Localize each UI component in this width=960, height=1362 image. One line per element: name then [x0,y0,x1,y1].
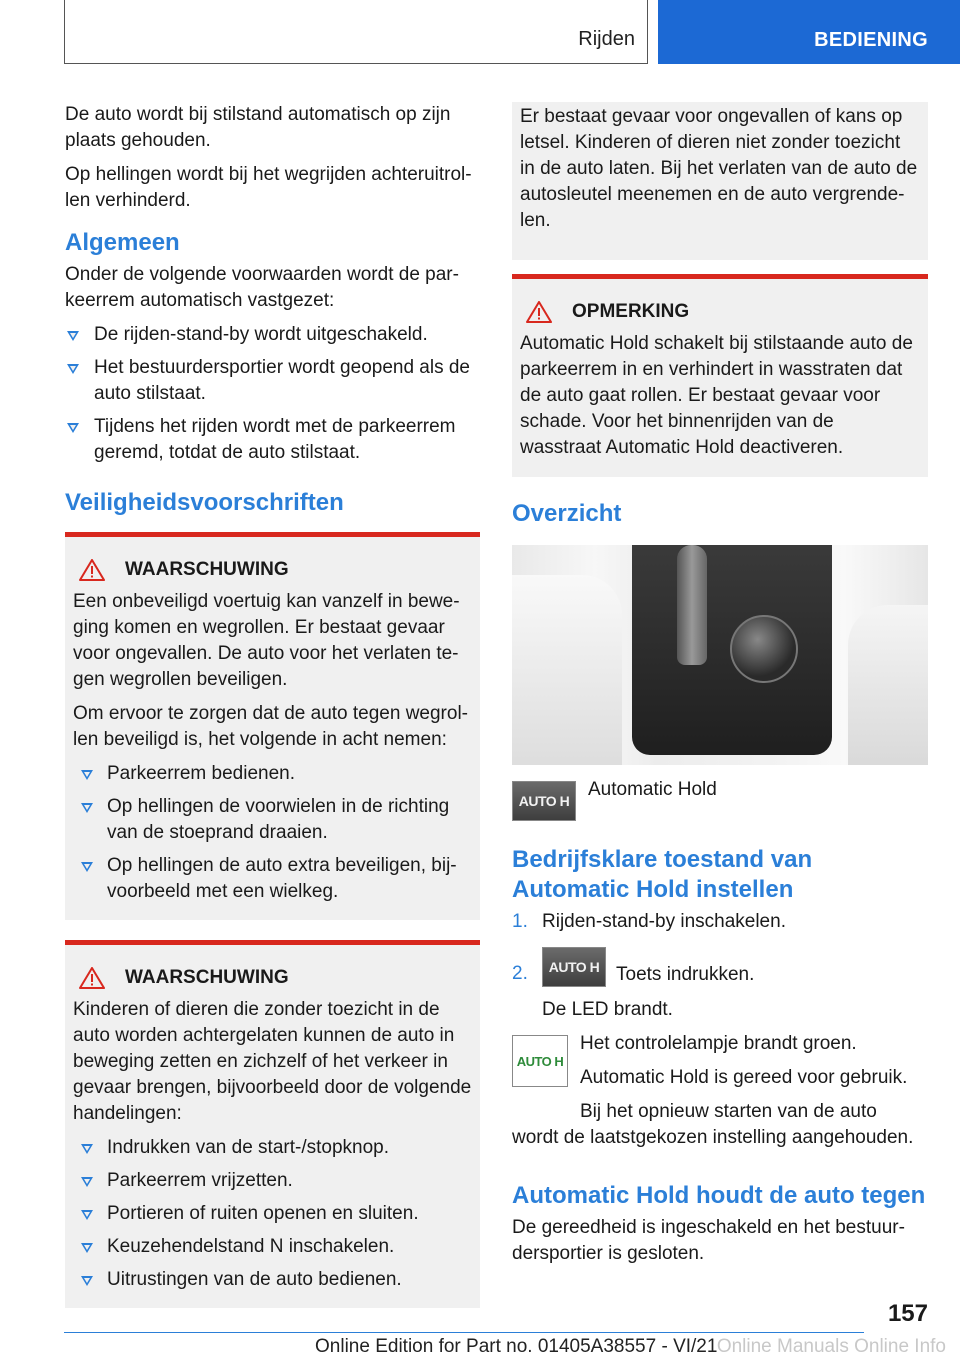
heading-bedrijfsklare: Bedrijfsklare toestand van Automatic Hold instellen [512,846,813,903]
step-number: 2. [512,963,528,984]
list-item: Parkeerrem vrijzetten. [73,1168,472,1194]
houdt-text: De gereedheid is ingeschakeld en het bestuur-dersportier is gesloten. [512,1217,905,1264]
page-number: 157 [887,1300,928,1327]
auto-h-indicator-lamp-icon: AUTO H [512,1035,568,1087]
warning-triangle-icon [79,967,105,989]
lamp-line-3: Bij het opnieuw starten van de auto wordt de laatstgekozen instelling aangehouden. [512,1101,914,1148]
left-column [65,102,480,1322]
lamp-line-1: Het controlelampje brandt groen. [580,1033,857,1054]
triangle-bullet-icon [67,423,79,433]
chapter-tab [658,0,960,64]
step-number: 1. [512,911,528,932]
intro-paragraph-2: Op hellingen wordt bij het wegrijden achteruitrol-len verhinderd. [65,164,472,211]
header-left-frame [64,0,648,64]
step-item: 1. Rijden-stand-by inschakelen. [512,909,928,935]
heading-algemeen: Algemeen [65,229,180,256]
legend-caption: Automatic Hold [588,779,717,800]
triangle-bullet-icon [81,803,93,813]
warning-title: WAARSCHUWING [73,967,472,989]
note-text: Automatic Hold schakelt bij stilstaande auto de parkeerrem in en verhindert in wasstraten dat de auto gaat rollen. Er bestaat gevaar voor schade. Voor het binnenrijden van de wasstraat Automatic Hold deactiveren. [520,333,913,458]
heading-overzicht: Overzicht [512,500,622,527]
control-lamp-block [512,1031,928,1159]
warning-text: Kinderen of dieren die zonder toezicht in de auto worden achtergelaten kunnen de auto in beweging zetten en zichzelf of het verkeer in gevaar brengen, bijvoorbeeld door de volgende handelingen: [73,999,472,1124]
list-item: Indrukken van de start-/stopknop. [73,1135,472,1161]
automatic-hold-legend [512,781,928,821]
list-item: Parkeerrem bedienen. [73,761,472,787]
warning-box-2 [65,940,480,1308]
center-console-photo [512,545,928,765]
triangle-bullet-icon [81,1144,93,1154]
list-item: Portieren of ruiten openen en sluiten. [73,1201,472,1227]
gear-selector-lever [677,545,707,665]
right-column [512,102,928,1275]
list-item: Op hellingen de voorwielen in de richting van de stoeprand draaien. [73,794,472,846]
intro-paragraph-1: De auto wordt bij stilstand automatisch op zijn plaats gehouden. [65,104,451,151]
triangle-bullet-icon [81,1276,93,1286]
footer-divider [64,1332,864,1333]
triangle-bullet-icon [67,364,79,374]
triangle-bullet-icon [81,770,93,780]
seat-right [848,605,928,765]
list-item: Het bestuurdersportier wordt geopend als de auto stilstaat. [65,355,480,407]
triangle-bullet-icon [67,331,79,341]
warning-title: WAARSCHUWING [73,559,472,581]
warning-continued-box [512,102,928,260]
triangle-bullet-icon [81,1243,93,1253]
list-item: Uitrustingen van de auto bedienen. [73,1267,472,1293]
list-item: Tijdens het rijden wordt met de parkeerrem geremd, totdat de auto stilstaat. [65,414,480,466]
algemeen-text: Onder de volgende voorwaarden wordt de par-keerrem automatisch vastgezet: [65,264,459,311]
heading-veiligheid: Veiligheidsvoorschriften [65,489,344,516]
section-title: Rijden [578,28,635,50]
controller-knob [730,615,798,683]
warning-triangle-icon [79,559,105,581]
warning-continued-text: Er bestaat gevaar voor ongevallen of kans op letsel. Kinderen of dieren niet zonder toezicht in de auto laten. Bij het verlaten van de auto de autosleutel meenemen en de auto vergrende-len. [520,106,918,231]
note-title: OPMERKING [520,301,920,323]
warning-list [73,761,472,905]
heading-houdt: Automatic Hold houdt de auto tegen [512,1182,926,1209]
lamp-line-2: Automatic Hold is gereed voor gebruik. [580,1067,908,1088]
list-item: De rijden-stand-by wordt uitgeschakeld. [65,322,480,348]
footer-edition: Online Edition for Part no. 01405A38557 - VI/21 [315,1336,718,1357]
auto-h-button-icon: AUTO H [512,781,576,821]
steps-list [512,909,928,1023]
algemeen-list [65,322,480,466]
seat-left [512,575,622,765]
footer-watermark: Online Manuals Online Info [716,1336,946,1357]
triangle-bullet-icon [81,862,93,872]
auto-h-button-icon: AUTO H [542,947,606,987]
triangle-bullet-icon [81,1210,93,1220]
warning-text: Een onbeveiligd voertuig kan vanzelf in bewe-ging komen en wegrollen. Er bestaat gevaar voor ongevallen. De auto voor het verlaten te-gen wegrollen beveiligen. [73,591,460,690]
chapter-title: BEDIENING [814,29,928,51]
list-item: Keuzehendelstand N inschakelen. [73,1234,472,1260]
warning-triangle-icon [526,301,552,323]
note-box [512,274,928,477]
led-text: De LED brandt. [542,999,673,1020]
triangle-bullet-icon [81,1177,93,1187]
warning-box-1 [65,532,480,920]
warning-list [73,1135,472,1293]
list-item: Op hellingen de auto extra beveiligen, bij-voorbeeld met een wielkeg. [73,853,472,905]
step-item: 2. AUTO H Toets indrukken. De LED brandt. [512,947,928,1023]
warning-text-2: Om ervoor te zorgen dat de auto tegen wegrol-len beveiligd is, het volgende in acht nemen: [73,703,469,750]
